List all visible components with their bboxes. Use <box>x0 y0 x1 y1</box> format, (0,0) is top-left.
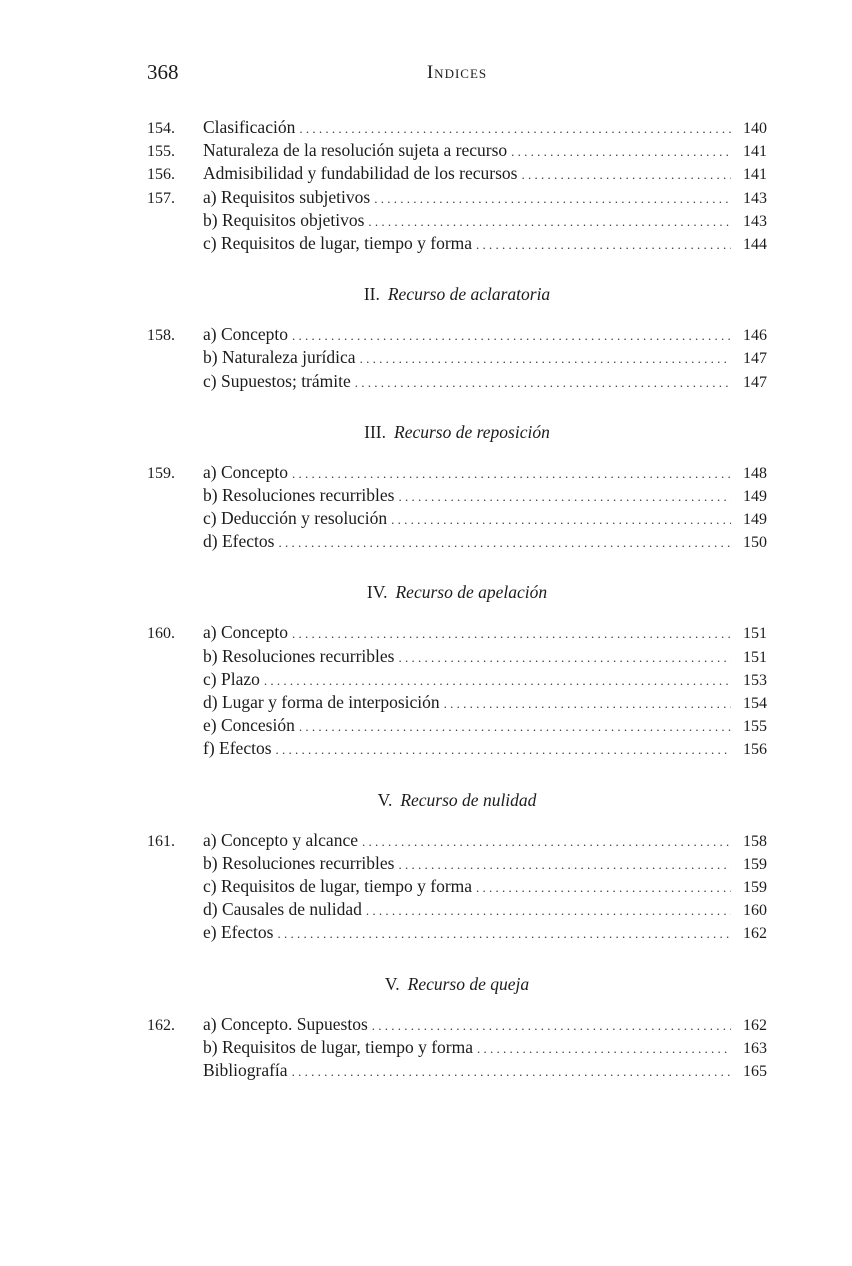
entry-page: 140 <box>743 120 767 137</box>
entry-page: 165 <box>743 1062 767 1080</box>
entry-page: 158 <box>743 832 767 850</box>
dot-leader <box>299 117 731 140</box>
section-title <box>147 785 767 815</box>
entry-page: 147 <box>743 350 767 368</box>
dot-leader <box>372 1014 731 1037</box>
toc-sections <box>147 279 767 1082</box>
entry-label: b) Requisitos objetivos <box>203 209 368 232</box>
section-numeral: IV. <box>366 582 388 603</box>
dot-leader <box>362 830 731 853</box>
intro-entries <box>147 116 767 255</box>
dot-leader <box>368 210 731 233</box>
toc-entry <box>147 621 767 644</box>
toc-entry <box>147 1059 767 1082</box>
dot-leader <box>476 876 731 899</box>
entry-label: c) Deducción y resolución <box>203 507 391 530</box>
entry-label: b) Requisitos de lugar, tiempo y forma <box>203 1036 477 1059</box>
entry-page: 151 <box>743 648 767 666</box>
toc-entry <box>147 162 767 185</box>
toc-entry <box>147 668 767 691</box>
section-heading: Recurso de apelación <box>395 582 548 603</box>
section-entries <box>147 829 767 945</box>
dot-leader <box>292 1060 731 1083</box>
toc-entry <box>147 691 767 714</box>
entry-label: a) Requisitos subjetivos <box>203 186 374 209</box>
section-numeral: II. <box>363 284 380 305</box>
entry-label: c) Requisitos de lugar, tiempo y forma <box>203 232 476 255</box>
entry-page: 141 <box>743 143 767 161</box>
entry-page: 141 <box>743 166 767 184</box>
toc-entry <box>147 921 767 944</box>
entry-label: a) Concepto. Supuestos <box>203 1013 372 1036</box>
entry-page: 143 <box>743 189 767 207</box>
dot-leader <box>391 508 731 531</box>
dot-leader <box>292 462 731 485</box>
toc-entry <box>147 714 767 737</box>
entry-label: c) Supuestos; trámite <box>203 370 355 393</box>
section-heading: Recurso de reposición <box>394 421 550 442</box>
dot-leader <box>276 738 731 761</box>
dot-leader <box>355 371 731 394</box>
dot-leader <box>511 140 731 163</box>
section-numeral: V. <box>377 789 393 810</box>
dot-leader <box>521 163 731 186</box>
toc-entry <box>147 737 767 760</box>
entry-label: Clasificación <box>203 116 299 139</box>
page-header <box>147 60 767 90</box>
dot-leader <box>444 692 731 715</box>
toc-entry <box>147 1036 767 1059</box>
section-numeral: III. <box>364 421 386 442</box>
section-title <box>147 969 767 999</box>
entry-page: 160 <box>743 902 767 920</box>
toc-entry <box>147 875 767 898</box>
entry-label: a) Concepto <box>203 323 292 346</box>
entry-page: 159 <box>743 855 767 873</box>
entry-page: 147 <box>743 373 767 391</box>
toc-entry <box>147 898 767 921</box>
entry-page: 151 <box>743 625 767 643</box>
dot-leader <box>292 622 731 645</box>
dot-leader <box>398 646 731 669</box>
dot-leader <box>366 899 731 922</box>
toc-entry <box>147 186 767 209</box>
toc-entry <box>147 461 767 484</box>
entry-page: 162 <box>743 925 767 943</box>
entry-label: a) Concepto <box>203 621 292 644</box>
toc-entry <box>147 1013 767 1036</box>
entry-page: 153 <box>743 671 767 689</box>
entry-page: 150 <box>743 534 767 552</box>
entry-label: f) Efectos <box>203 737 276 760</box>
running-head: Indices <box>426 62 488 83</box>
entry-page: 154 <box>743 695 767 712</box>
toc-entry <box>147 232 767 255</box>
entry-page: 155 <box>743 718 767 736</box>
dot-leader <box>277 922 731 945</box>
dot-leader <box>299 715 731 738</box>
table-of-contents <box>147 116 767 1082</box>
entry-label: a) Concepto <box>203 461 292 484</box>
entry-label: Bibliografía <box>203 1059 292 1082</box>
entry-label: c) Plazo <box>203 668 264 691</box>
entry-label: b) Resoluciones recurribles <box>203 645 398 668</box>
entry-page: 148 <box>743 464 767 482</box>
toc-entry <box>147 829 767 852</box>
dot-leader <box>398 485 731 508</box>
entry-page: 146 <box>743 327 767 345</box>
entry-number: 161. <box>147 832 175 850</box>
toc-entry <box>147 116 767 139</box>
entry-label: c) Requisitos de lugar, tiempo y forma <box>203 875 476 898</box>
entry-number: 160. <box>147 625 175 643</box>
entry-number: 155. <box>147 143 175 161</box>
section-title <box>147 417 767 447</box>
entry-label: d) Lugar y forma de interposición <box>203 691 444 714</box>
entry-number: 154. <box>147 120 175 137</box>
dot-leader <box>476 233 731 256</box>
toc-entry <box>147 852 767 875</box>
entry-number: 156. <box>147 166 175 184</box>
section-numeral: V. <box>384 973 400 994</box>
page-number: 368 <box>147 60 179 84</box>
entry-page: 162 <box>743 1016 767 1034</box>
entry-number: 158. <box>147 327 175 345</box>
section-entries <box>147 1013 767 1083</box>
entry-page: 144 <box>743 235 767 253</box>
toc-entry <box>147 484 767 507</box>
dot-leader <box>398 853 731 876</box>
dot-leader <box>477 1037 731 1060</box>
toc-entry <box>147 139 767 162</box>
entry-label: e) Efectos <box>203 921 277 944</box>
toc-entry <box>147 209 767 232</box>
toc-entry <box>147 530 767 553</box>
dot-leader <box>278 531 731 554</box>
section-entries <box>147 461 767 554</box>
entry-page: 159 <box>743 878 767 896</box>
entry-label: b) Naturaleza jurídica <box>203 346 360 369</box>
entry-page: 163 <box>743 1039 767 1057</box>
entry-page: 156 <box>743 741 767 759</box>
entry-page: 149 <box>743 511 767 529</box>
entry-label: b) Resoluciones recurribles <box>203 852 398 875</box>
entry-number: 162. <box>147 1016 175 1034</box>
entry-label: Admisibilidad y fundabilidad de los recursos <box>203 162 521 185</box>
entry-label: b) Resoluciones recurribles <box>203 484 398 507</box>
section-heading: Recurso de nulidad <box>400 789 537 810</box>
entry-number: 159. <box>147 464 175 482</box>
entry-number: 157. <box>147 189 175 207</box>
section-entries <box>147 323 767 393</box>
section-heading: Recurso de queja <box>407 973 530 994</box>
dot-leader <box>374 187 731 210</box>
entry-label: e) Concesión <box>203 714 299 737</box>
toc-entry <box>147 370 767 393</box>
dot-leader <box>264 669 731 692</box>
section-title <box>147 279 767 309</box>
toc-entry <box>147 507 767 530</box>
entry-page: 149 <box>743 487 767 505</box>
section-entries <box>147 621 767 760</box>
toc-entry <box>147 346 767 369</box>
entry-label: Naturaleza de la resolución sujeta a recurso <box>203 139 511 162</box>
entry-page: 143 <box>743 212 767 230</box>
dot-leader <box>360 347 731 370</box>
dot-leader <box>292 324 731 347</box>
toc-entry <box>147 323 767 346</box>
entry-label: d) Efectos <box>203 530 278 553</box>
entry-label: a) Concepto y alcance <box>203 829 362 852</box>
section-heading: Recurso de aclaratoria <box>387 284 551 305</box>
section-title <box>147 577 767 607</box>
toc-entry <box>147 645 767 668</box>
entry-label: d) Causales de nulidad <box>203 898 366 921</box>
